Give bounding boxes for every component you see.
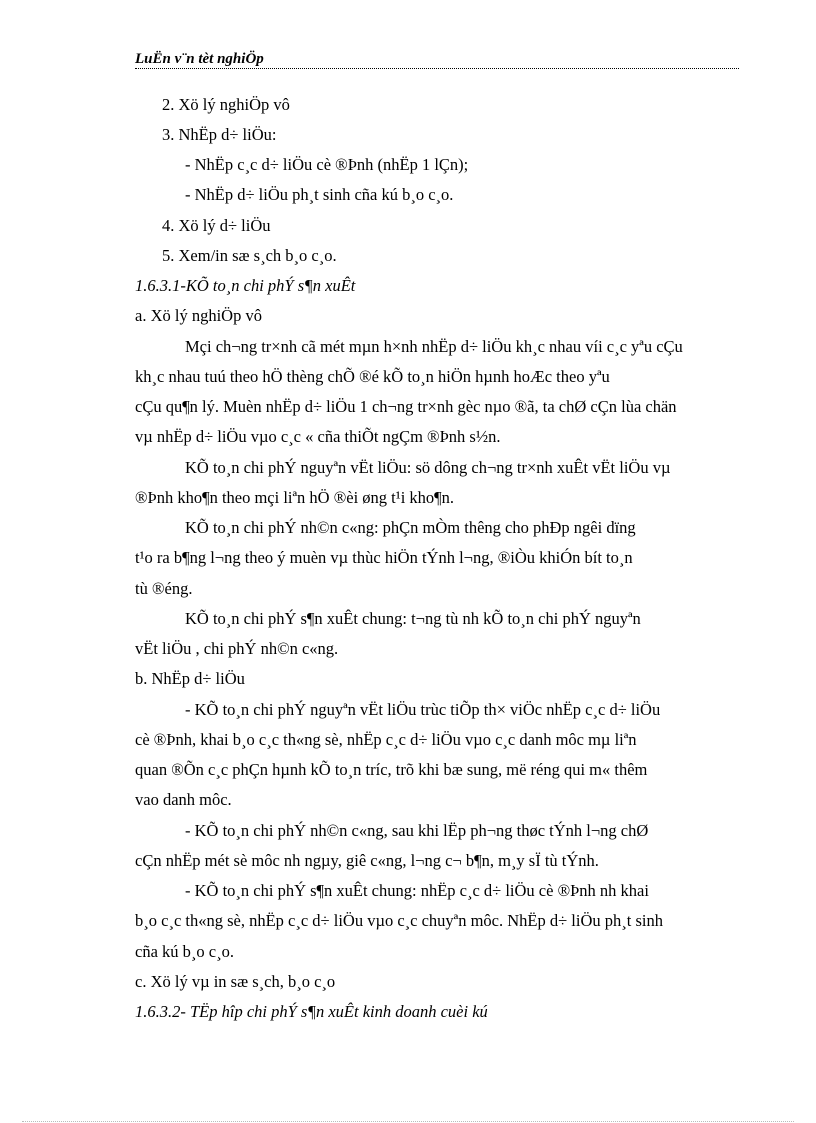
paragraph-line: - KÕ to¸n chi phÝ s¶n xuÊt chung: nhËp c¸c d÷ liÖu cè ®Þnh nh khai xyxy=(185,881,649,900)
page-bottom-divider xyxy=(22,1121,794,1122)
paragraph-line: cña kú b¸o c¸o. xyxy=(135,942,234,961)
list-item: 5. Xem/in sæ s¸ch b¸o c¸o. xyxy=(162,246,337,265)
paragraph-line: KÕ to¸n chi phÝ nguyªn vËt liÖu: sö dông ch¬ng tr×nh xuÊt vËt liÖu vµ xyxy=(185,458,671,477)
paragraph-line: Mçi ch¬ng tr×nh cã mét mµn h×nh nhËp d÷ liÖu kh¸c nhau víi c¸c yªu cÇu xyxy=(185,337,683,356)
paragraph-line: vao danh môc. xyxy=(135,790,232,809)
paragraph-line: cÇu qu¶n lý. Muèn nhËp d÷ liÖu 1 ch¬ng tr×nh gèc nµo ®ã, ta chØ cÇn lùa chän xyxy=(135,397,677,416)
paragraph-line: - KÕ to¸n chi phÝ nguyªn vËt liÖu trùc tiÕp th× viÖc nhËp c¸c d÷ liÖu xyxy=(185,700,661,719)
paragraph-line: b¸o c¸c th«ng sè, nhËp c¸c d÷ liÖu vµo c¸c chuyªn môc. NhËp d÷ liÖu ph¸t sinh xyxy=(135,911,663,930)
paragraph-line: cÇn nhËp mét sè môc nh ngµy, giê c«ng, l¬ng c¬ b¶n, m¸y sÏ tù tÝnh. xyxy=(135,851,599,870)
subsection-heading: b. NhËp d÷ liÖu xyxy=(135,669,245,688)
header-divider xyxy=(135,68,739,69)
sub-list-item: - NhËp d÷ liÖu ph¸t sinh cña kú b¸o c¸o. xyxy=(185,185,454,204)
paragraph-line: KÕ to¸n chi phÝ s¶n xuÊt chung: t¬ng tù nh kÕ to¸n chi phÝ nguyªn xyxy=(185,609,641,628)
paragraph-line: vµ nhËp d÷ liÖu vµo c¸c « cña thiÕt ngÇm ®Þnh s½n. xyxy=(135,427,501,446)
subsection-heading: c. Xö lý vµ in sæ s¸ch, b¸o c¸o xyxy=(135,972,336,991)
paragraph-line: vËt liÖu , chi phÝ nh©n c«ng. xyxy=(135,639,339,658)
section-heading: 1.6.3.2- TËp hîp chi phÝ s¶n xuÊt kinh doanh cuèi kú xyxy=(135,1002,488,1021)
list-item: 2. Xö lý nghiÖp vô xyxy=(162,95,290,114)
sub-list-item: - NhËp c¸c d÷ liÖu cè ®Þnh (nhËp 1 lÇn); xyxy=(185,155,469,174)
paragraph-line: t¹o ra b¶ng l¬ng theo ý muèn vµ thùc hiÖn tÝnh l¬ng, ®iÒu khiÓn bít to¸n xyxy=(135,548,633,567)
subsection-heading: a. Xö lý nghiÖp vô xyxy=(135,306,262,325)
list-item: 4. Xö lý d÷ liÖu xyxy=(162,216,271,235)
list-item: 3. NhËp d÷ liÖu: xyxy=(162,125,277,144)
paragraph-line: - KÕ to¸n chi phÝ nh©n c«ng, sau khi lËp ph¬ng thøc tÝnh l¬ng chØ xyxy=(185,821,649,840)
paragraph-line: tù ®éng. xyxy=(135,579,193,598)
paragraph-line: ®Þnh kho¶n theo mçi liªn hÖ ®èi øng t¹i kho¶n. xyxy=(135,488,455,507)
paragraph-line: quan ®Õn c¸c phÇn hµnh kÕ to¸n tríc, trõ khi bæ sung, më réng qui m« thêm xyxy=(135,760,648,779)
paragraph-line: kh¸c nhau tuú theo hÖ thèng chÕ ®é kÕ to¸n hiÖn hµnh hoÆc theo yªu xyxy=(135,367,610,386)
paragraph-line: KÕ to¸n chi phÝ nh©n c«ng: phÇn mÒm thêng cho phÐp ngêi dïng xyxy=(185,518,636,537)
running-header: LuËn v¨n tèt nghiÖp xyxy=(135,51,264,67)
section-heading: 1.6.3.1-KÕ to¸n chi phÝ s¶n xuÊt xyxy=(135,276,356,295)
paragraph-line: cè ®Þnh, khai b¸o c¸c th«ng sè, nhËp c¸c d÷ liÖu vµo c¸c danh môc mµ liªn xyxy=(135,730,637,749)
